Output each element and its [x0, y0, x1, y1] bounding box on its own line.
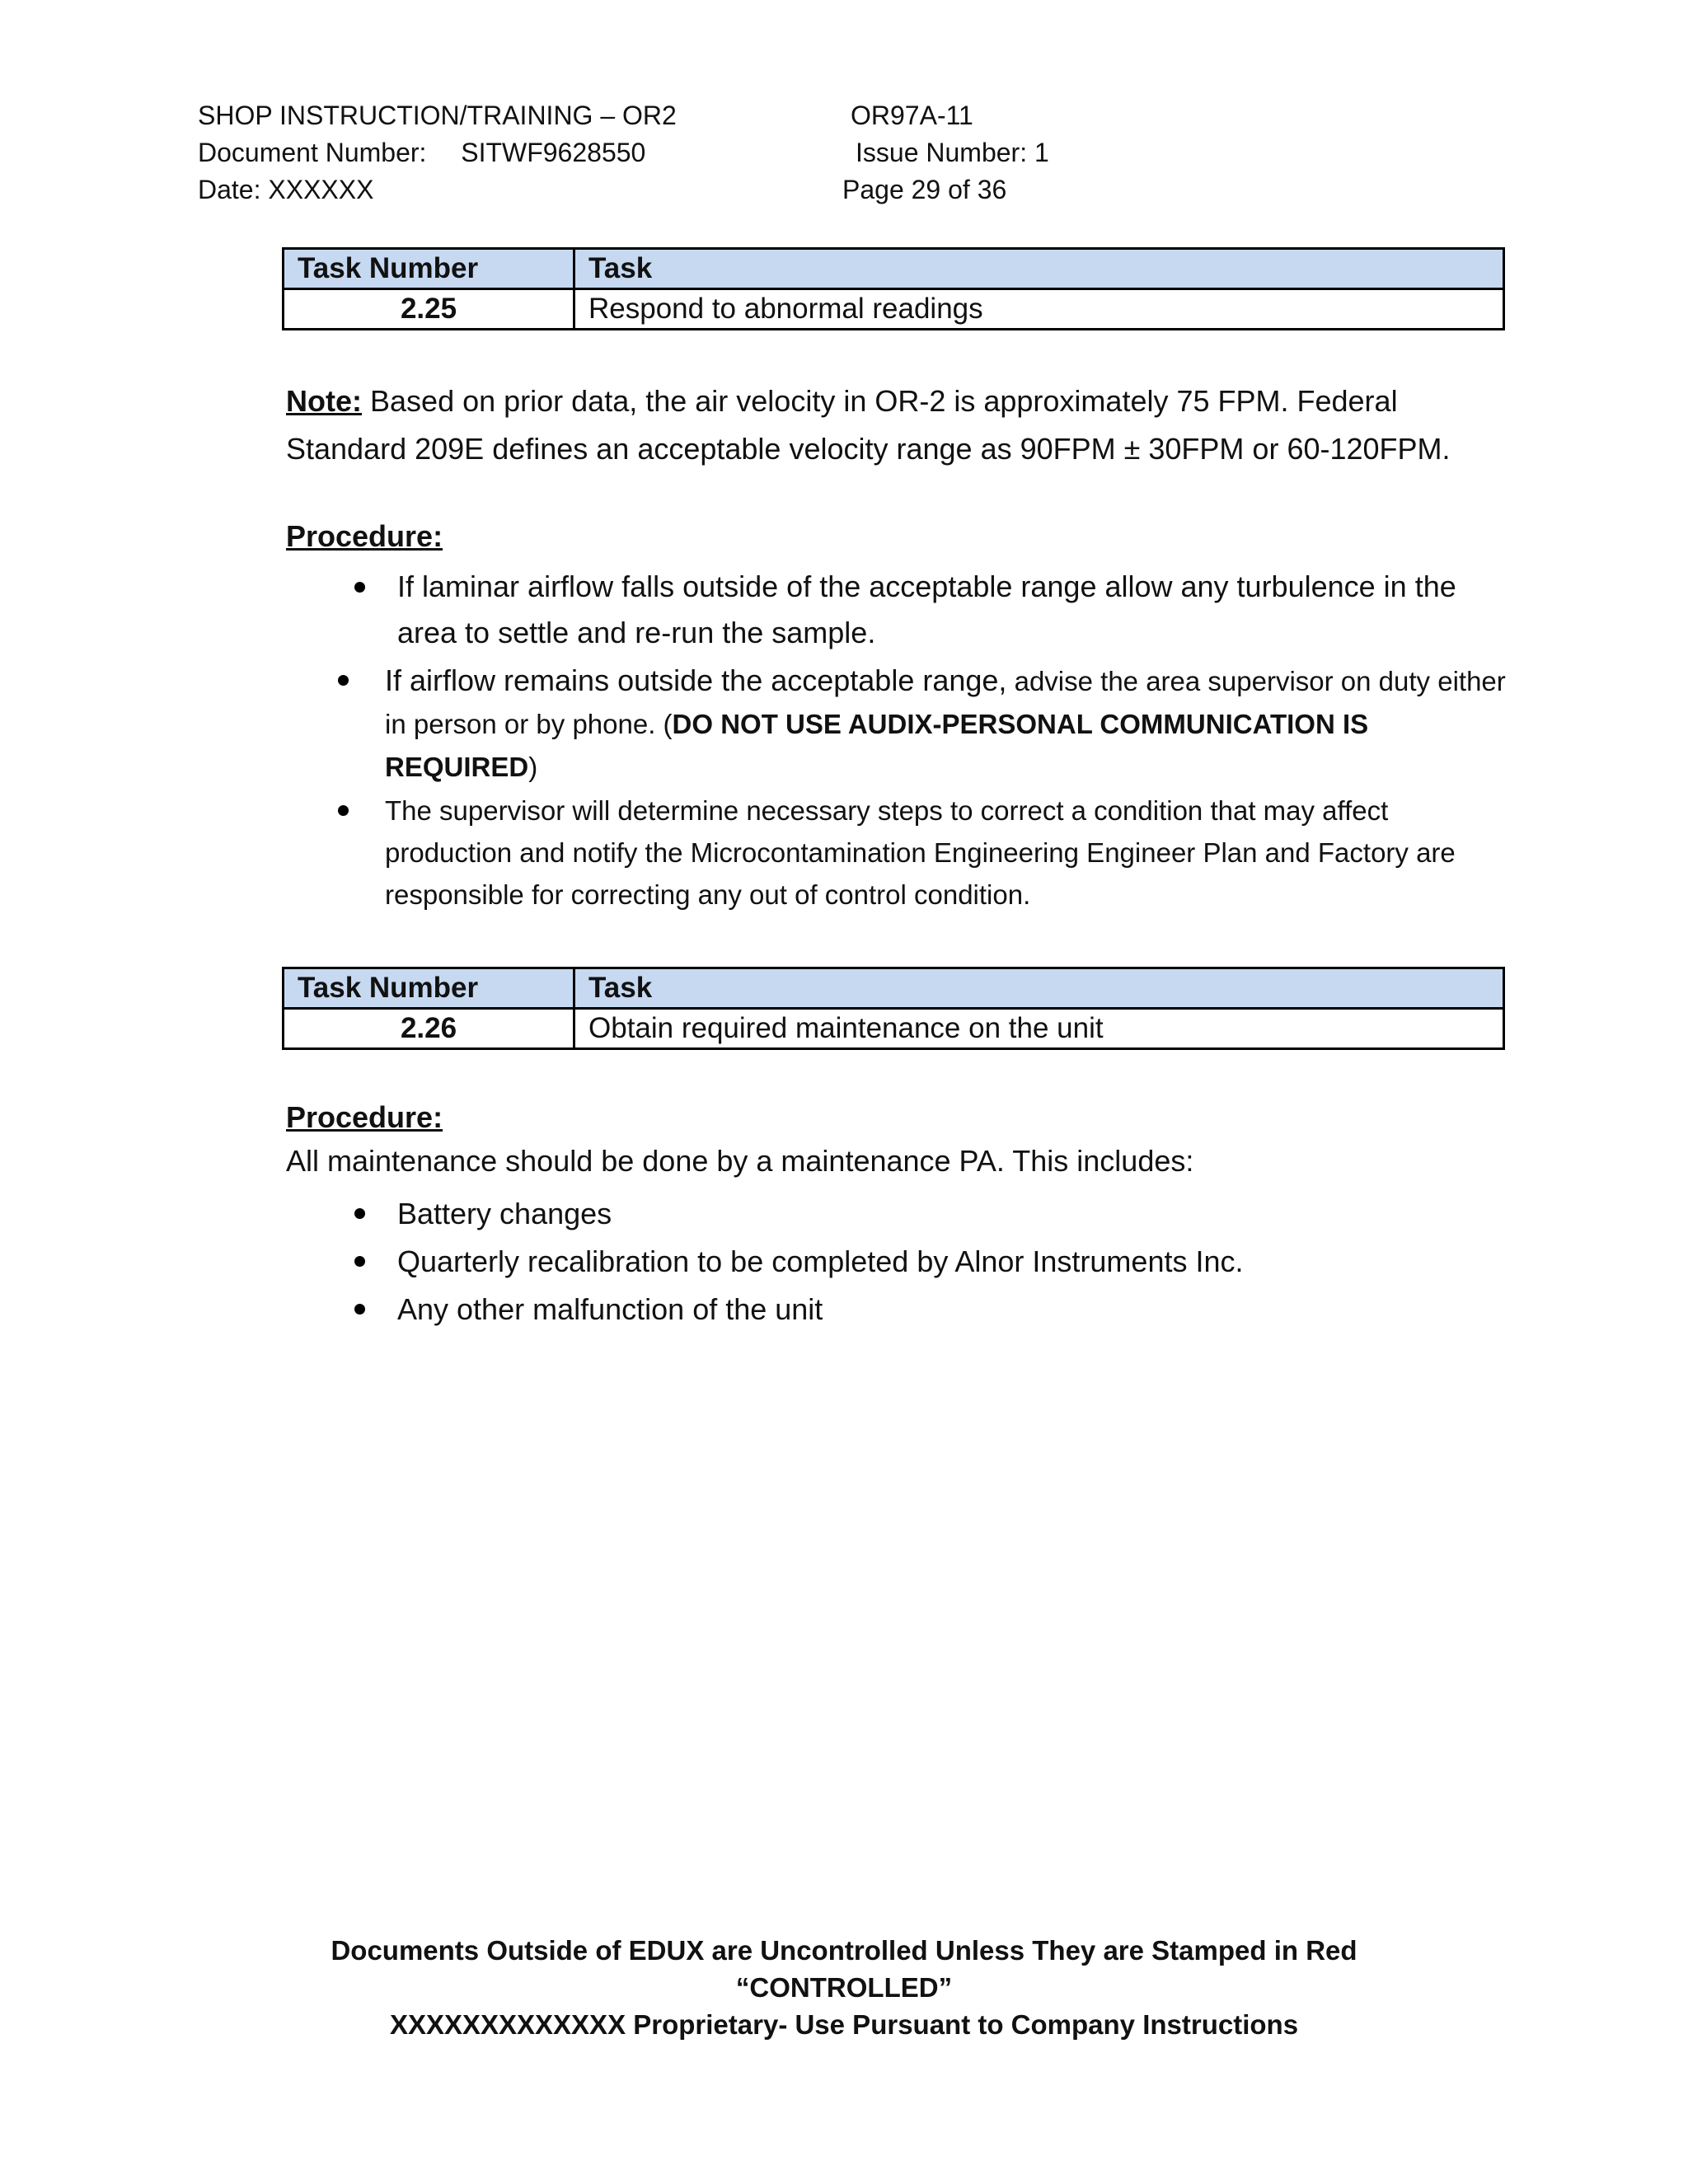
header-issue-line [842, 134, 1049, 171]
bullet-icon [338, 805, 349, 816]
bullet-icon [354, 1208, 365, 1219]
list-item-text: ) [528, 752, 538, 782]
list-item-text: advise the area supervisor on duty either in person or by phone. ( [385, 666, 1506, 739]
task-number-cell: 2.25 [284, 289, 574, 330]
bullet-icon [354, 1256, 365, 1267]
task-cell: Respond to abnormal readings [574, 289, 1504, 330]
task-table-2-25 [282, 247, 1505, 330]
header-right [842, 97, 1049, 209]
footer-line: “CONTROLLED” [735, 1972, 953, 2003]
note-paragraph [286, 377, 1506, 473]
list-item [397, 1286, 1469, 1333]
task-table-header-row [284, 968, 1504, 1009]
procedure-intro: All maintenance should be done by a maintenance PA. This includes: [286, 1144, 1194, 1178]
list-item-text: Battery changes [397, 1197, 612, 1230]
warning-text: DO NOT USE AUDIX-PERSONAL COMMUNICATION IS REQUIRED [385, 709, 1369, 782]
list-item [397, 1190, 1469, 1238]
list-item-text: The supervisor will determine necessary steps to correct a condition that may affect production and notify the Microcontamination Engineering Engineer Plan and Factory are responsible for correcting any out of control condition. [385, 795, 1456, 910]
task-table-row [284, 1009, 1504, 1049]
header-doc-number-line [198, 134, 677, 171]
header-date: Date: XXXXXX [198, 175, 374, 204]
list-item-text: If laminar airflow falls outside of the acceptable range allow any turbulence in the area to settle and re-run the sample. [397, 569, 1456, 649]
issue-number: 1 [1034, 138, 1049, 167]
footer [198, 1932, 1490, 2043]
list-item [397, 1238, 1469, 1286]
list-item [385, 790, 1506, 916]
procedure-list [397, 564, 1493, 656]
list-item [397, 564, 1493, 656]
task-table-header-row [284, 249, 1504, 289]
note-label: Note: [286, 384, 362, 418]
header-title: SHOP INSTRUCTION/TRAINING – OR2 [198, 101, 677, 130]
note-text: Based on prior data, the air velocity in OR-2 is approximately 75 FPM. Federal Standard 209E defines an acceptable velocity range as 90FPM ± 30FPM or 60-120FPM. [286, 384, 1451, 466]
task-header: Task [574, 968, 1504, 1009]
maintenance-list [397, 1190, 1469, 1333]
task-number-cell: 2.26 [284, 1009, 574, 1049]
header-left [198, 97, 677, 209]
list-item [385, 659, 1506, 789]
task-header: Task [574, 249, 1504, 289]
bullet-icon [354, 1304, 365, 1315]
footer-line: Documents Outside of EDUX are Uncontrolled Unless They are Stamped in Red [331, 1935, 1357, 1966]
list-item-text: Quarterly recalibration to be completed by Alnor Instruments Inc. [397, 1244, 1244, 1278]
procedure-list [385, 790, 1506, 916]
footer-line: XXXXXXXXXXXXX Proprietary- Use Pursuant to Company Instructions [389, 2009, 1299, 2040]
task-number-header: Task Number [284, 968, 574, 1009]
task-table-2-26 [282, 967, 1505, 1050]
task-table-row [284, 289, 1504, 330]
list-item-text: Any other malfunction of the unit [397, 1292, 823, 1326]
list-item-text: If airflow remains outside the acceptable range, [385, 663, 1007, 697]
bullet-icon [354, 582, 365, 593]
doc-number-label: Document Number: [198, 138, 427, 167]
bullet-icon [338, 675, 349, 686]
task-cell: Obtain required maintenance on the unit [574, 1009, 1504, 1049]
procedure-title: Procedure: [286, 519, 443, 553]
doc-number: SITWF9628550 [461, 138, 646, 167]
header-doc-code: OR97A-11 [851, 101, 973, 130]
header-page: Page 29 of 36 [842, 175, 1007, 204]
procedure-list [385, 659, 1506, 789]
issue-label: Issue Number: [856, 138, 1028, 167]
task-number-header: Task Number [284, 249, 574, 289]
procedure-title: Procedure: [286, 1100, 443, 1134]
